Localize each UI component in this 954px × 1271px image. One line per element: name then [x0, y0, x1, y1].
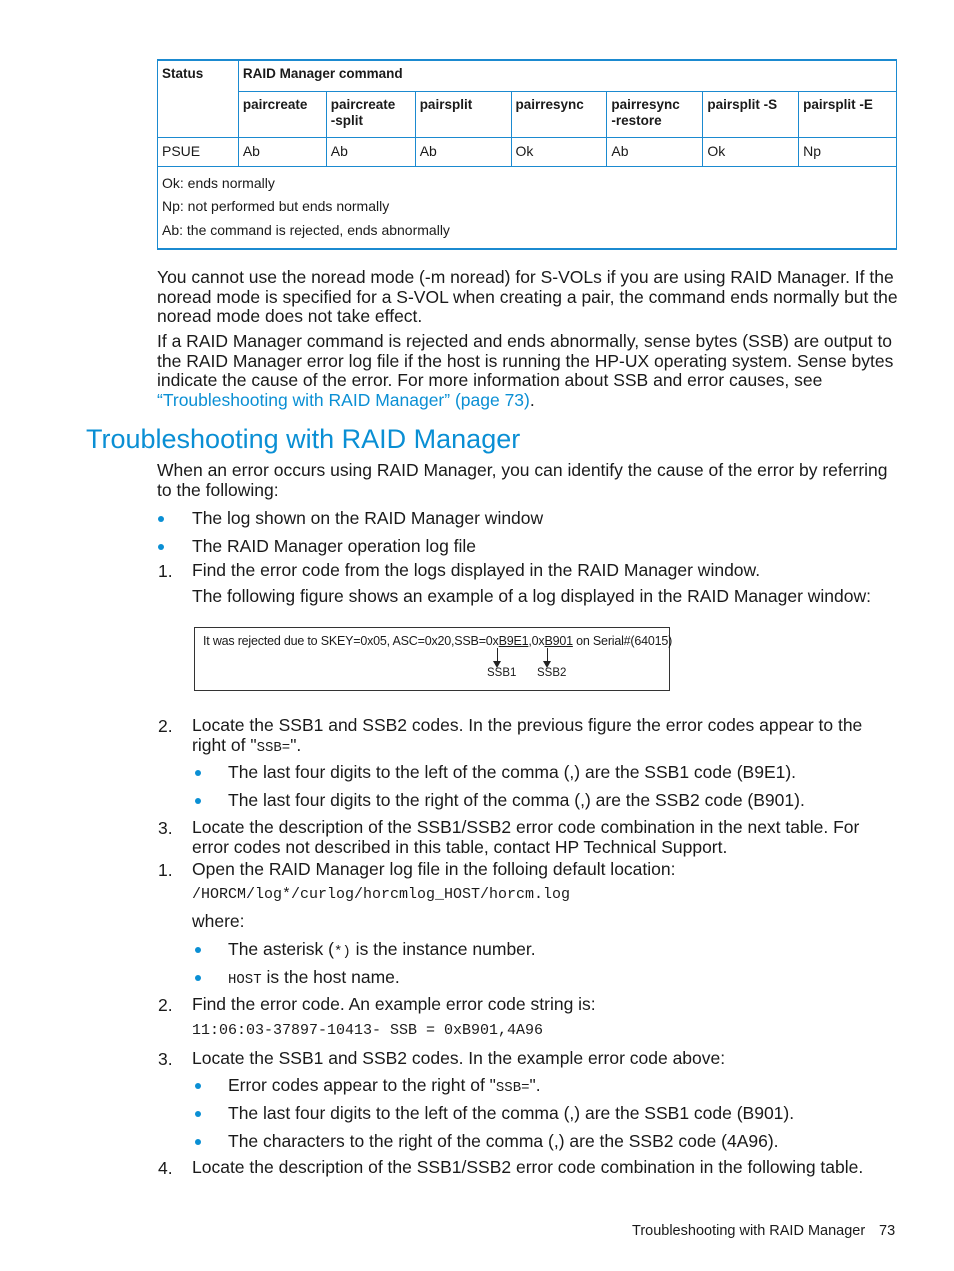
step-text-part: Locate the SSB1 and SSB2 codes. In the previous figure the error codes appear to the right of " — [192, 715, 863, 755]
code-inline: *) — [334, 944, 351, 960]
ssb2-label: SSB2 — [537, 667, 567, 679]
bullet-icon — [195, 1139, 201, 1145]
list-item — [228, 1076, 541, 1099]
bullet-icon — [195, 975, 201, 981]
step-number: 2. — [158, 716, 173, 736]
bullet-icon — [158, 516, 164, 522]
step-text: Find the error code from the logs displayed in the RAID Manager window. — [192, 560, 761, 580]
legend-item: Np: not performed but ends normally — [162, 198, 390, 214]
ssb-paragraph — [157, 332, 899, 410]
list-text: is the host name. — [261, 967, 400, 987]
arrow-line — [547, 648, 548, 662]
code-inline: HOST — [228, 972, 262, 988]
troubleshooting-link[interactable]: “Troubleshooting with RAID Manager” (page 73) — [157, 389, 530, 410]
bullet-icon — [195, 1083, 201, 1089]
table-cell: Ok — [511, 137, 607, 166]
arrow-line — [497, 648, 498, 662]
step-number: 1. — [158, 561, 173, 581]
section-heading: Troubleshooting with RAID Manager — [86, 424, 521, 454]
ssb-paragraph-end: . — [529, 389, 535, 410]
column-header: paircreate -split — [326, 91, 415, 137]
table-row — [158, 137, 897, 166]
noread-paragraph: You cannot use the noread mode (-m noread) for S-VOLs if you are using RAID Manager. If the noread mode is specified for a S-VOL when creating a pair, the command ends normally but the noread mode does not take effect. — [157, 267, 898, 326]
table-legend — [158, 166, 897, 249]
log-message — [203, 634, 672, 648]
status-header: Status — [158, 60, 239, 137]
bullet-icon — [195, 798, 201, 804]
list-item — [228, 940, 536, 963]
column-header: pairresync — [511, 91, 607, 137]
table-cell: Np — [799, 137, 897, 166]
list-text: Error codes appear to the right of " — [228, 1075, 496, 1095]
step-subtext: The following figure shows an example of a log displayed in the RAID Manager window: — [192, 586, 871, 606]
step-text: Locate the description of the SSB1/SSB2 error code combination in the next table. For error codes not described in this table, contact HP Technical Support. — [192, 817, 860, 857]
list-text: The asterisk ( — [228, 939, 334, 959]
log-text: ,0x — [528, 634, 545, 648]
command-status-table — [157, 59, 897, 250]
step-number: 3. — [158, 1049, 173, 1069]
step-text: Open the RAID Manager log file in the folloing default location: — [192, 859, 676, 879]
column-header: pairsplit -E — [799, 91, 897, 137]
list-item: The last four digits to the left of the comma (,) are the SSB1 code (B901). — [228, 1103, 795, 1123]
command-header: RAID Manager command — [238, 60, 896, 91]
step-text: Find the error code. An example error code string is: — [192, 994, 596, 1014]
table-cell: Ab — [607, 137, 703, 166]
step-number: 2. — [158, 995, 173, 1015]
list-item — [228, 968, 400, 991]
footer-section-title: Troubleshooting with RAID Manager — [632, 1223, 866, 1239]
table-cell: Ab — [238, 137, 326, 166]
list-item: The RAID Manager operation log file — [192, 536, 477, 556]
list-text: is the instance number. — [350, 939, 536, 959]
ssb-paragraph-text: If a RAID Manager command is rejected and ends abnormally, sense bytes (SSB) are output to the RAID Manager error log file if the host is running the HP-UX operating system. Sense bytes indicate the cause of the error. For more information about SSB and error causes, see — [157, 331, 894, 390]
table-cell: Ab — [326, 137, 415, 166]
bullet-icon — [195, 1111, 201, 1117]
code-inline: SSB= — [495, 1080, 530, 1096]
step-text-part: ". — [290, 734, 302, 755]
log-window-figure — [194, 627, 673, 691]
log-text: on Serial#(64015) — [572, 634, 673, 648]
column-header: pairsplit — [415, 91, 511, 137]
list-item: The last four digits to the left of the comma (,) are the SSB1 code (B9E1). — [228, 762, 797, 782]
intro-paragraph: When an error occurs using RAID Manager, you can identify the cause of the error by referring to the following: — [157, 460, 888, 500]
column-header: pairresync -restore — [607, 91, 703, 137]
table-cell: Ab — [415, 137, 511, 166]
bullet-icon — [158, 544, 164, 550]
step-number: 1. — [158, 860, 173, 880]
log-text: It was rejected due to SKEY=0x05, ASC=0x20,SSB=0x — [203, 634, 499, 648]
step-text: Locate the SSB1 and SSB2 codes. In the example error code above: — [192, 1048, 726, 1068]
bullet-icon — [195, 770, 201, 776]
list-item: The log shown on the RAID Manager window — [192, 508, 544, 528]
log-path: /HORCM/log*/curlog/horcmlog_HOST/horcm.log — [192, 886, 571, 903]
column-header: pairsplit -S — [703, 91, 799, 137]
page-number: 73 — [879, 1223, 896, 1239]
table-cell: Ok — [703, 137, 799, 166]
step-number: 4. — [158, 1158, 173, 1178]
list-text: ". — [529, 1075, 541, 1095]
bullet-icon — [195, 947, 201, 953]
code-inline: SSB= — [256, 739, 291, 756]
step-text: Locate the description of the SSB1/SSB2 error code combination in the following table. — [192, 1157, 864, 1177]
list-item: The last four digits to the right of the comma (,) are the SSB2 code (B901). — [228, 790, 805, 810]
column-header: paircreate — [238, 91, 326, 137]
table-cell: PSUE — [158, 137, 239, 166]
legend-item: Ok: ends normally — [162, 174, 275, 191]
ssb1-label: SSB1 — [487, 667, 517, 679]
where-label: where: — [192, 911, 245, 931]
legend-item: Ab: the command is rejected, ends abnormally — [162, 221, 450, 238]
step-number: 3. — [158, 818, 173, 838]
ssb2-code: B901 — [544, 634, 573, 648]
ssb1-code: B9E1 — [498, 634, 529, 648]
step-text — [192, 716, 899, 758]
error-string: 11:06:03-37897-10413- SSB = 0xB901,4A96 — [192, 1022, 544, 1039]
list-item: The characters to the right of the comma (,) are the SSB2 code (4A96). — [228, 1131, 779, 1151]
